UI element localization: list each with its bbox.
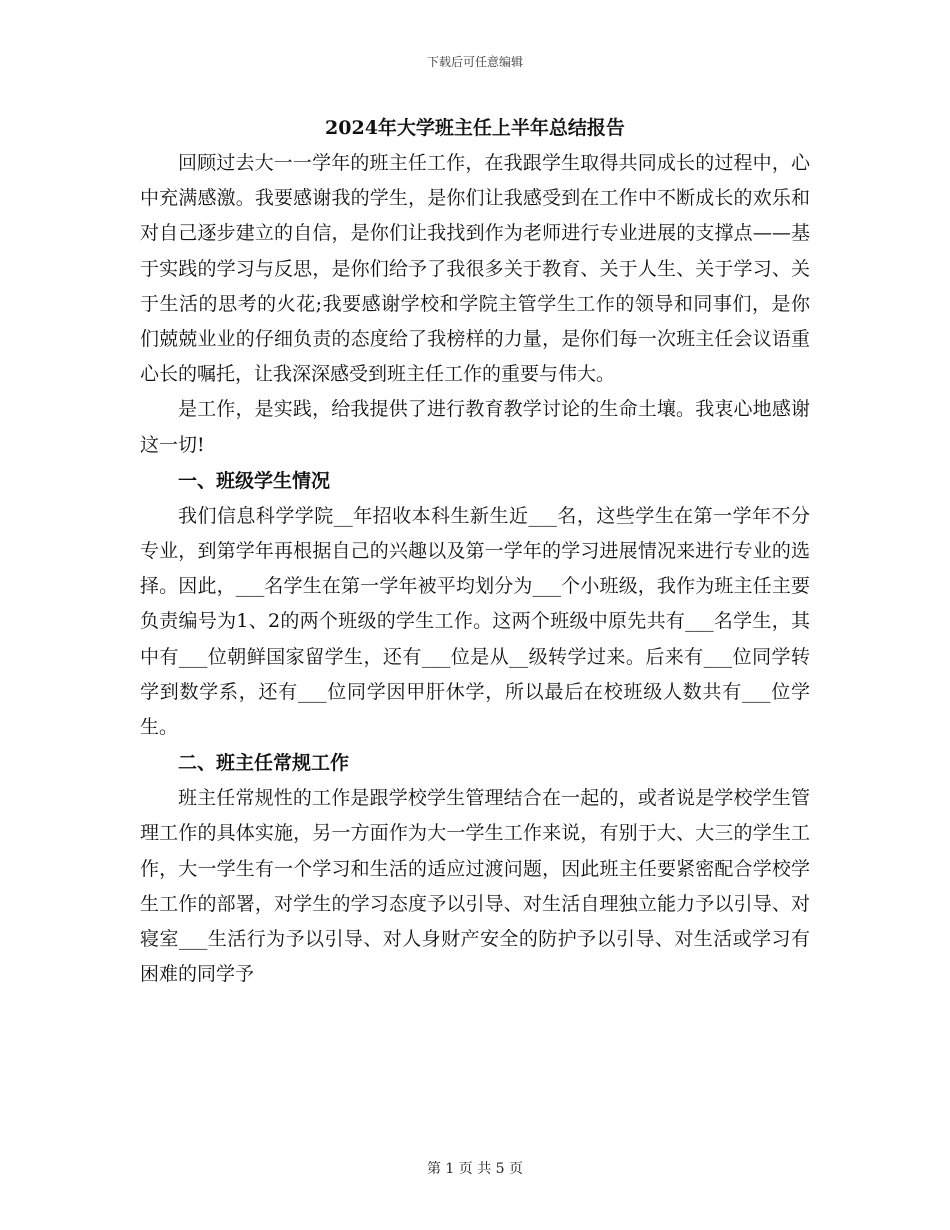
document-body — [140, 114, 810, 992]
page-number: 第 1 页 共 5 页 — [426, 1161, 524, 1177]
section-paragraph-class-students: 我们信息科学学院__年招收本科生新生近___名，这些学生在第一学年不分专业，到第学年再根据自己的兴趣以及第一学年的学习进展情况来进行专业的选择。因此，___名学生在第一学年被平均划分为___个小班级，我作为班主任主要负责编号为1、2的两个班级的学生工作。这两个班级中原先共有___名学生，其中有___位朝鲜国家留学生，还有___位是从__级转学过来。后来有___位同学转学到数学系，还有___位同学因甲肝休学，所以最后在校班级人数共有___位学生。 — [140, 504, 810, 739]
header-note: 下载后可任意编辑 — [426, 55, 523, 69]
section-heading-class-students: 一、班级学生情况 — [178, 469, 331, 492]
intro-paragraph-2: 是工作，是实践，给我提供了进行教育教学讨论的生命土壤。我衷心地感谢这一切! — [140, 398, 810, 456]
intro-paragraph-1: 回顾过去大一一学年的班主任工作，在我跟学生取得共同成长的过程中，心中充满感激。我要感谢我的学生，是你们让我感受到在工作中不断成长的欢乐和对自己逐步建立的自信，是你们让我找到作为老师进行专业进展的支撑点——基于实践的学习与反思，是你们给予了我很多关于教育、关于人生、关于学习、关于生活的思考的火花;我要感谢学校和学院主管学生工作的领导和同事们，是你们兢兢业业的仔细负责的态度给了我榜样的力量，是你们每一次班主任会议语重心长的嘱托，让我深深感受到班主任工作的重要与伟大。 — [140, 152, 810, 386]
section-paragraph-routine-work: 班主任常规性的工作是跟学校学生管理结合在一起的，或者说是学校学生管理工作的具体实施，另一方面作为大一学生工作来说，有别于大、大三的学生工作，大一学生有一个学习和生活的适应过渡问题，因此班主任要紧密配合学校学生工作的部署，对学生的学习态度予以引导、对生活自理独立能力予以引导、对寝室___生活行为予以引导、对人身财产安全的防护予以引导、对生活或学习有困难的同学予 — [140, 787, 810, 986]
section-heading-routine-work: 二、班主任常规工作 — [178, 752, 350, 775]
document-title: 2024年大学班主任上半年总结报告 — [325, 117, 625, 139]
